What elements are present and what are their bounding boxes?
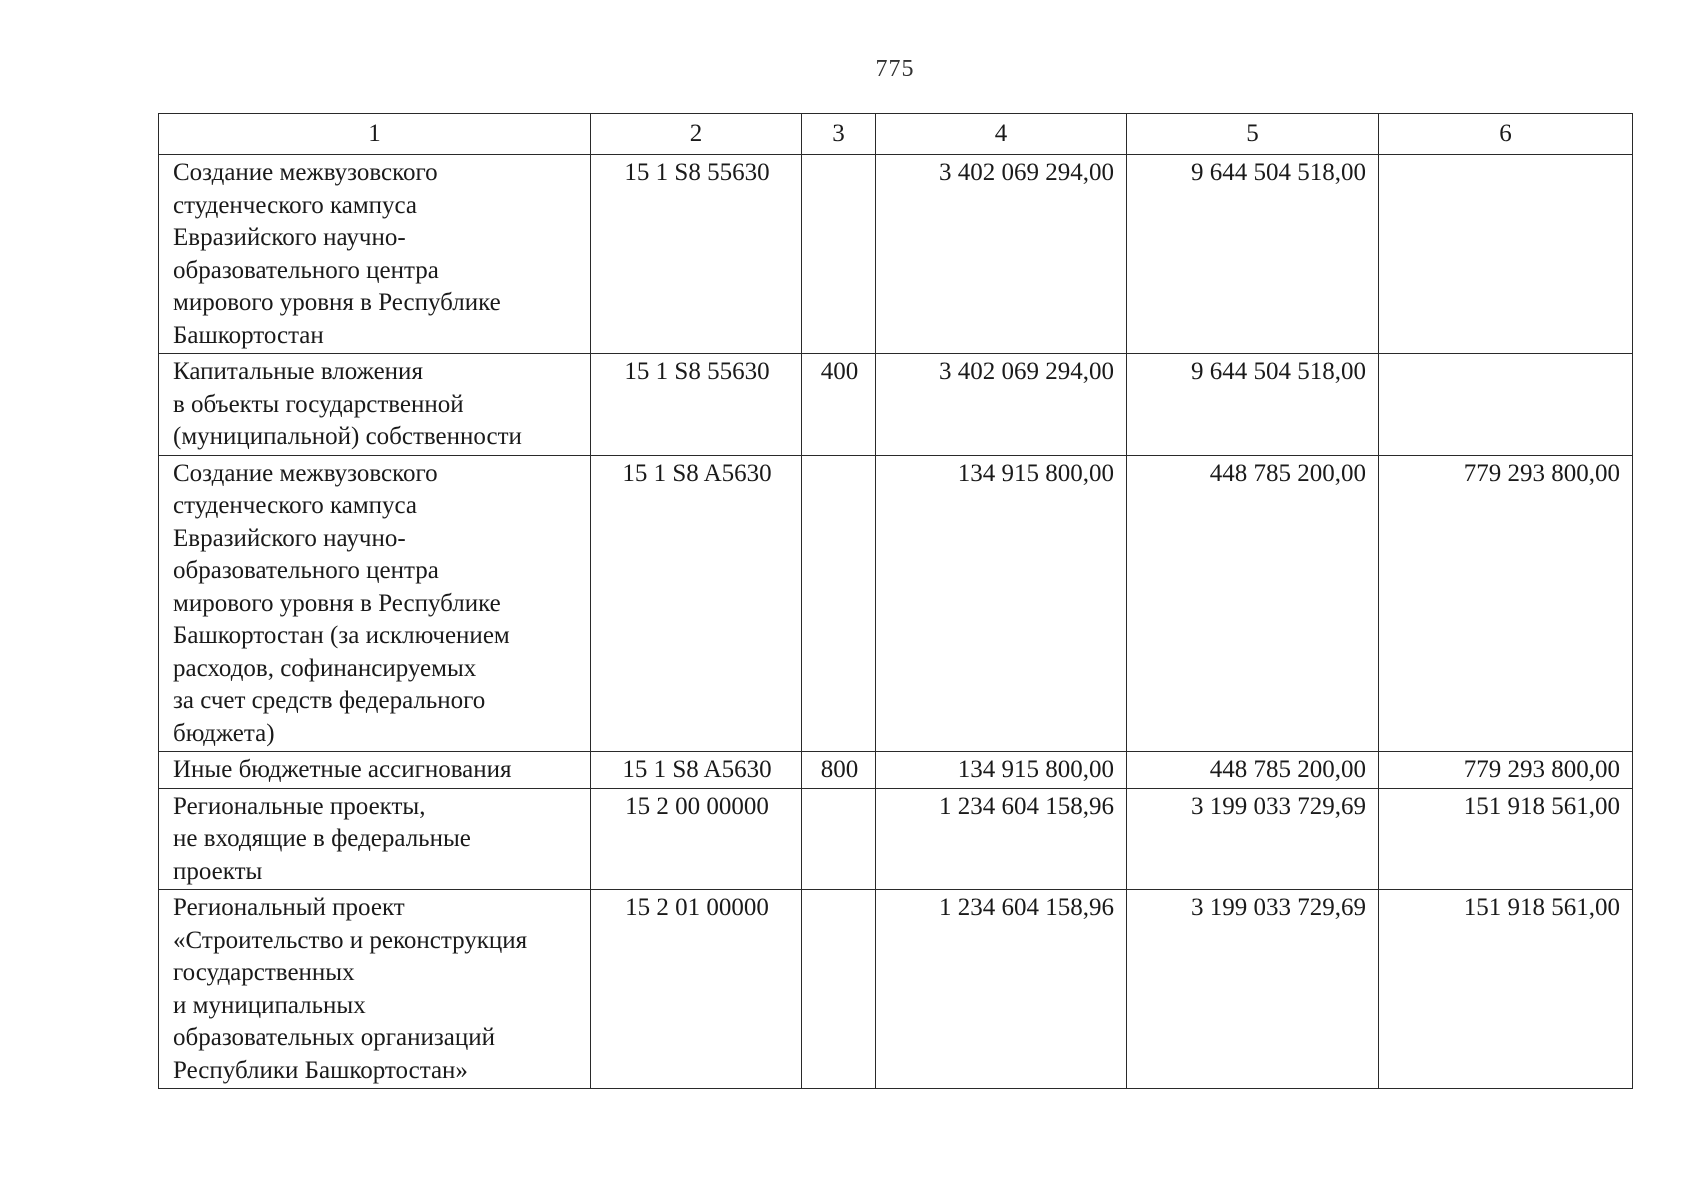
column-header: 5 xyxy=(1127,114,1379,155)
row-value-5: 448 785 200,00 xyxy=(1127,752,1379,789)
row-code: 15 1 S8 A5630 xyxy=(591,752,802,789)
column-header: 3 xyxy=(802,114,876,155)
row-name: Региональный проект «Строительство и реконструкция государственных и муниципальных образовательных организаций Республики Башкортостан» xyxy=(159,890,591,1089)
row-value-5: 9 644 504 518,00 xyxy=(1127,354,1379,456)
row-value-4: 134 915 800,00 xyxy=(876,752,1127,789)
row-value-5: 3 199 033 729,69 xyxy=(1127,788,1379,890)
row-value-5: 3 199 033 729,69 xyxy=(1127,890,1379,1089)
table-row xyxy=(159,455,1633,752)
column-header: 4 xyxy=(876,114,1127,155)
row-value-4: 1 234 604 158,96 xyxy=(876,788,1127,890)
budget-table xyxy=(158,113,1633,1089)
column-header: 2 xyxy=(591,114,802,155)
row-value-6 xyxy=(1379,354,1633,456)
row-value-6 xyxy=(1379,155,1633,354)
row-code: 15 1 S8 55630 xyxy=(591,354,802,456)
row-type: 400 xyxy=(802,354,876,456)
row-value-4: 134 915 800,00 xyxy=(876,455,1127,752)
page-number: 775 xyxy=(875,56,915,82)
row-name: Создание межвузовского студенческого кампуса Евразийского научно- образовательного центра мирового уровня в Республике Башкортостан (за исключением расходов, софинансируемых за счет средств федерального бюджета) xyxy=(159,455,591,752)
row-code: 15 2 01 00000 xyxy=(591,890,802,1089)
row-value-6: 151 918 561,00 xyxy=(1379,890,1633,1089)
row-type xyxy=(802,788,876,890)
table-row xyxy=(159,890,1633,1089)
row-name: Капитальные вложения в объекты государственной (муниципальной) собственности xyxy=(159,354,591,456)
row-type xyxy=(802,455,876,752)
row-value-6: 779 293 800,00 xyxy=(1379,752,1633,789)
row-value-4: 3 402 069 294,00 xyxy=(876,354,1127,456)
table-row xyxy=(159,752,1633,789)
table-row xyxy=(159,155,1633,354)
row-value-4: 1 234 604 158,96 xyxy=(876,890,1127,1089)
row-name: Создание межвузовского студенческого кампуса Евразийского научно- образовательного центра мирового уровня в Республике Башкортостан xyxy=(159,155,591,354)
table-row xyxy=(159,788,1633,890)
table-row xyxy=(159,354,1633,456)
column-header: 6 xyxy=(1379,114,1633,155)
column-header: 1 xyxy=(159,114,591,155)
row-name: Региональные проекты, не входящие в федеральные проекты xyxy=(159,788,591,890)
row-type xyxy=(802,890,876,1089)
row-name: Иные бюджетные ассигнования xyxy=(159,752,591,789)
row-value-6: 151 918 561,00 xyxy=(1379,788,1633,890)
row-type xyxy=(802,155,876,354)
row-value-5: 9 644 504 518,00 xyxy=(1127,155,1379,354)
row-type: 800 xyxy=(802,752,876,789)
row-value-4: 3 402 069 294,00 xyxy=(876,155,1127,354)
row-code: 15 1 S8 A5630 xyxy=(591,455,802,752)
row-code: 15 2 00 00000 xyxy=(591,788,802,890)
table-header-row xyxy=(159,114,1633,155)
row-value-5: 448 785 200,00 xyxy=(1127,455,1379,752)
row-value-6: 779 293 800,00 xyxy=(1379,455,1633,752)
row-code: 15 1 S8 55630 xyxy=(591,155,802,354)
